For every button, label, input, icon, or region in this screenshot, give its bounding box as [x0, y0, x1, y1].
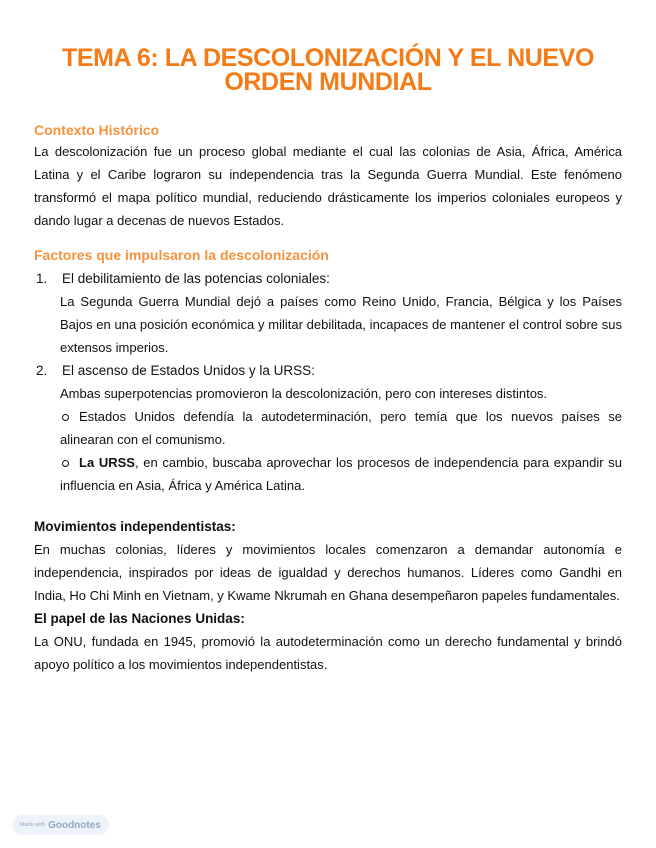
page-title: TEMA 6: LA DESCOLONIZACIÓN Y EL NUEVO ORDEN MUNDIAL: [61, 44, 594, 96]
factor-item-2: [34, 359, 622, 497]
sublist-item-text: , en cambio, buscaba aprovechar los procesos de independencia para expandir su influencia en Asia, África y América Latina.: [60, 455, 622, 493]
sublist-item: [60, 405, 622, 451]
un-role-paragraph: La ONU, fundada en 1945, promovió la autodeterminación como un derecho fundamental y brindó apoyo político a los movimientos independentistas.: [34, 634, 622, 672]
goodnotes-watermark: [12, 815, 109, 835]
un-role-heading: El papel de las Naciones Unidas:: [34, 611, 245, 626]
sublist-item-text: Estados Unidos defendía la autodeterminación, pero temía que los nuevos países se alinearan con el comunismo.: [60, 409, 622, 447]
sublist-item-lead: La URSS: [79, 455, 135, 470]
circle-bullet-icon: [62, 460, 69, 467]
factors-list: [34, 267, 622, 497]
factor-body: La Segunda Guerra Mundial dejó a países como Reino Unido, Francia, Bélgica y los Países Bajos en una posición económica y militar debilitada, incapaces de mantener el control sobre sus extensos imperios.: [60, 294, 622, 355]
factor-item-1: [34, 267, 622, 359]
watermark-prefix: Made with: [20, 822, 46, 828]
factor-number: 1.: [36, 271, 48, 286]
circle-bullet-icon: [62, 414, 69, 421]
document-page: [34, 46, 622, 676]
context-heading: Contexto Histórico: [34, 122, 160, 138]
sublist-item: [60, 451, 622, 497]
factor-title: El ascenso de Estados Unidos y la URSS:: [62, 363, 315, 378]
watermark-brand: Goodnotes: [48, 819, 101, 831]
factor-title: El debilitamiento de las potencias coloniales:: [62, 271, 330, 286]
movements-paragraph: En muchas colonias, líderes y movimientos locales comenzaron a demandar autonomía e independencia, inspirados por ideas de igualdad y derechos humanos. Líderes como Gandhi en India, Ho Chi Minh en Vietnam, y Kwame Nkrumah en Ghana desempeñaron papeles fundamentales.: [34, 542, 622, 603]
movements-heading: Movimientos independentistas:: [34, 519, 236, 534]
factors-heading: Factores que impulsaron la descolonización: [34, 247, 329, 263]
factor-body: Ambas superpotencias promovieron la descolonización, pero con intereses distintos.: [60, 386, 548, 401]
factor-sublist: [34, 405, 622, 497]
context-paragraph: La descolonización fue un proceso global mediante el cual las colonias de Asia, África, América Latina y el Caribe lograron su independencia tras la Segunda Guerra Mundial. Este fenómeno transformó el mapa político mundial, reduciendo drásticamente los imperios coloniales europeos y dando lugar a decenas de nuevos Estados.: [34, 144, 622, 228]
factor-number: 2.: [36, 363, 48, 378]
